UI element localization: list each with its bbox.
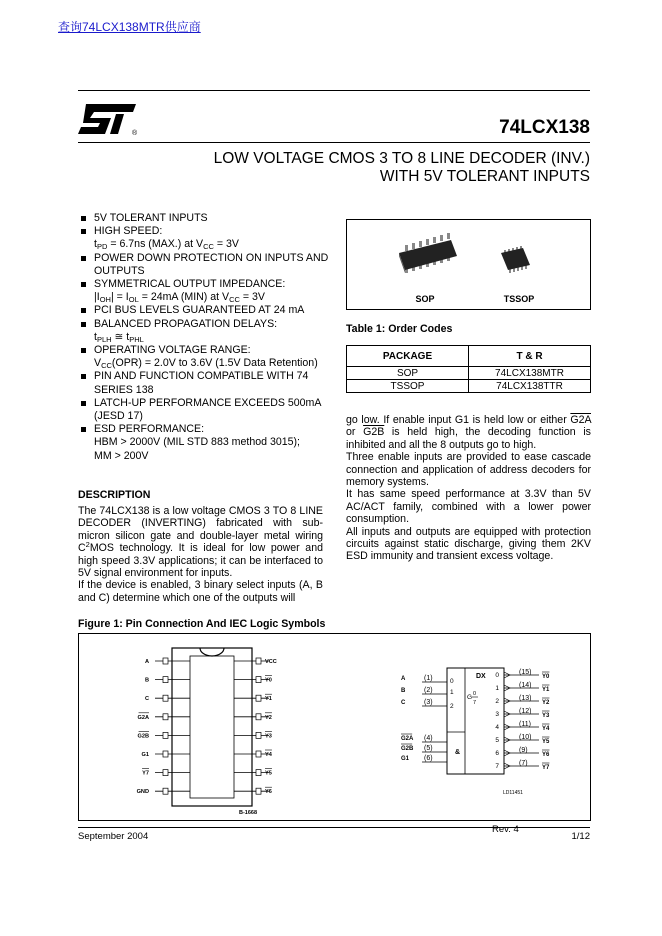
pin-label-y3: Y3 <box>265 733 272 740</box>
iec-output-label: Y7 <box>542 765 550 771</box>
title-rule <box>78 142 590 143</box>
svg-text:0: 0 <box>450 678 454 685</box>
feature-item: SYMMETRICAL OUTPUT IMPEDANCE: $|I_{OH}| = I_{OL} = 24mA$ (MIN) at $V_{CC} = 3V$ <box>78 278 330 304</box>
iec-input-label: G2A <box>401 736 414 742</box>
revision: Rev. 4 <box>492 824 519 835</box>
svg-text:7: 7 <box>473 700 477 706</box>
svg-text:0: 0 <box>473 691 477 697</box>
pin-label-b: B <box>144 677 149 684</box>
feature-item: LATCH-UP PERFORMANCE EXCEEDS 500mA (JESD 17) <box>78 397 330 423</box>
order-table-caption: Table 1: Order Codes <box>346 323 453 335</box>
iec-input-pin: (3) <box>424 699 433 706</box>
iec-output-pin: (14) <box>519 682 532 689</box>
pin-label-y5: Y5 <box>265 770 272 777</box>
iec-input-pin: (4) <box>424 735 433 742</box>
iec-output-pin: (10) <box>519 734 532 741</box>
description-paragraph: go low. If enable input G1 is held low or either G2A or G2B is held high, the decoding function is inhibited and all the 8 outputs go to high. <box>346 414 591 451</box>
page-number: 1/12 <box>571 831 590 842</box>
iec-input-label: A <box>401 676 406 682</box>
iec-output-index: 7 <box>495 763 499 770</box>
pin-connection-figure <box>78 633 591 821</box>
iec-output-pin: (15) <box>519 669 532 676</box>
iec-input-pin: (6) <box>424 755 433 762</box>
registered-mark: ® <box>132 130 138 136</box>
pin-pad <box>163 788 168 794</box>
pin-label-a: A <box>144 659 149 665</box>
package-images <box>346 219 591 310</box>
part-number: 74LCX138 <box>499 117 590 138</box>
header-rule <box>78 90 590 91</box>
iec-reference: LD11451 <box>503 790 523 796</box>
sop-label: SOP <box>415 294 435 304</box>
iec-output-index: 2 <box>495 698 499 705</box>
table-row: SOP 74LCX138MTR <box>347 367 591 380</box>
pin-pad <box>256 714 261 720</box>
table-row: TSSOP 74LCX138TTR <box>347 380 591 393</box>
iec-output-label: Y5 <box>542 739 550 745</box>
iec-input-label: C <box>401 700 406 706</box>
pin-label-y6: Y6 <box>265 789 272 796</box>
feature-item: OPERATING VOLTAGE RANGE: $V_{CC}(OPR) = 2.0V$ to 3.6V (1.5V Data Retention) <box>78 344 330 370</box>
iec-output-index: 1 <box>495 685 499 692</box>
pin-pad <box>163 658 168 664</box>
footer-date: September 2004 <box>78 831 149 842</box>
description-paragraph: The 74LCX138 is a low voltage CMOS 3 TO 8 LINE DECODER (INVERTING) fabricated with sub-micron silicon gate and double-layer metal wiring $C^2MOS$ technology. It is ideal for low power and high speed 3.3V applications; it can be interfaced to 5V signal environment for inputs. <box>78 505 323 580</box>
tssop-package-image <box>501 246 530 273</box>
table-header: PACKAGE <box>347 346 469 367</box>
pin-label-y2: Y2 <box>265 714 272 721</box>
iec-input-pin: (2) <box>424 687 433 694</box>
table-header: T & R <box>469 346 591 367</box>
iec-output-pin: (7) <box>519 760 528 767</box>
iec-output-index: 6 <box>495 750 499 757</box>
iec-output-label: Y0 <box>542 674 550 680</box>
iec-output-label: Y3 <box>542 713 550 719</box>
sop-package-image <box>399 233 457 273</box>
iec-output-label: Y2 <box>542 700 550 706</box>
pin-pad <box>163 714 168 720</box>
pin-pad <box>256 695 261 701</box>
iec-output-index: 3 <box>495 711 499 718</box>
pin-pad <box>163 677 168 683</box>
iec-header: DX <box>476 673 486 680</box>
iec-output-pin: (9) <box>519 747 528 754</box>
pinout-reference: B-1668 <box>239 810 258 816</box>
tssop-label: TSSOP <box>503 294 535 304</box>
description-paragraph: If the device is enabled, 3 binary select inputs (A, B and C) determine which one of the outputs will <box>78 579 323 604</box>
pin-label-y4: Y4 <box>265 752 272 758</box>
iec-input-label: B <box>401 688 406 694</box>
pin-pad <box>256 677 261 683</box>
iec-input-label: G2B <box>401 746 414 752</box>
pin-label-g1: G1 <box>141 752 149 758</box>
pin-pad <box>256 751 261 757</box>
feature-item: HIGH SPEED: $t_{PD} = 6.7ns$ (MAX.) at $V_{CC} = 3V$ <box>78 225 330 251</box>
pin-label-y1: Y1 <box>265 696 272 703</box>
iec-input-pin: (5) <box>424 745 433 752</box>
iec-output-pin: (12) <box>519 708 532 715</box>
svg-text:G: G <box>467 694 473 701</box>
figure-caption: Figure 1: Pin Connection And IEC Logic Symbols <box>78 618 326 630</box>
pin-pad <box>163 695 168 701</box>
pin-label-g2b: G2B <box>137 733 149 740</box>
feature-item: PIN AND FUNCTION COMPATIBLE WITH 74 SERIES 138 <box>78 370 330 396</box>
feature-item: 5V TOLERANT INPUTS <box>78 212 330 225</box>
pin-pad <box>256 658 261 664</box>
description-section <box>78 489 323 604</box>
iec-logic-symbol <box>401 668 550 796</box>
feature-list <box>78 212 330 463</box>
pin-label-y7: Y7 <box>142 770 149 777</box>
pin-pad <box>256 788 261 794</box>
pin-label-g2a: G2A <box>137 714 149 721</box>
pin-label-vcc: VCC <box>265 659 277 665</box>
feature-item: BALANCED PROPAGATION DELAYS: $t_{PLH}$ ≅ $t_{PHL}$ <box>78 318 330 344</box>
svg-text:&: & <box>455 749 461 756</box>
description-continued <box>346 414 591 563</box>
iec-output-label: Y6 <box>542 752 550 758</box>
pin-label-gnd: GND <box>136 789 149 796</box>
pin-pad <box>163 751 168 757</box>
svg-text:1: 1 <box>450 689 454 696</box>
feature-item: POWER DOWN PROTECTION ON INPUTS AND OUTPUTS <box>78 252 330 278</box>
order-codes-table <box>346 345 591 393</box>
iec-output-index: 0 <box>495 672 499 679</box>
description-paragraph: Three enable inputs are provided to ease cascade connection and application of address decoders for memory systems. <box>346 451 591 489</box>
description-paragraph: All inputs and outputs are equipped with protection circuits against static discharge, giving them 2KV ESD immunity and transient excess voltage. <box>346 525 591 563</box>
feature-item: PCI BUS LEVELS GUARANTEED AT 24 mA <box>78 304 330 317</box>
iec-output-index: 4 <box>495 724 499 731</box>
iec-output-label: Y4 <box>542 726 550 732</box>
svg-text:2: 2 <box>450 703 454 710</box>
pin-pad <box>163 770 168 776</box>
iec-input-pin: (1) <box>424 675 433 682</box>
st-logo <box>76 100 138 136</box>
pin-connection-diagram <box>137 648 277 816</box>
description-paragraph: It has same speed performance at 3.3V than 5V AC/ACT family, combined with a lower power consumption. <box>346 488 591 526</box>
pin-pad <box>163 732 168 738</box>
document-title: LOW VOLTAGE CMOS 3 TO 8 LINE DECODER (INV.) WITH 5V TOLERANT INPUTS <box>213 150 590 185</box>
pin-label-y0: Y0 <box>265 677 272 684</box>
supplier-link[interactable]: 查询74LCX138MTR供应商 <box>58 20 201 34</box>
pin-pad <box>256 732 261 738</box>
pin-label-c: C <box>144 696 149 703</box>
iec-output-pin: (13) <box>519 695 532 702</box>
iec-input-label: G1 <box>401 756 410 762</box>
pin-pad <box>256 770 261 776</box>
description-heading: DESCRIPTION <box>78 489 151 501</box>
iec-output-pin: (11) <box>519 721 531 728</box>
iec-output-label: Y1 <box>542 687 550 693</box>
feature-item: ESD PERFORMANCE: HBM > 2000V (MIL STD 883 method 3015); MM > 200V <box>78 423 330 463</box>
iec-output-index: 5 <box>495 737 499 744</box>
